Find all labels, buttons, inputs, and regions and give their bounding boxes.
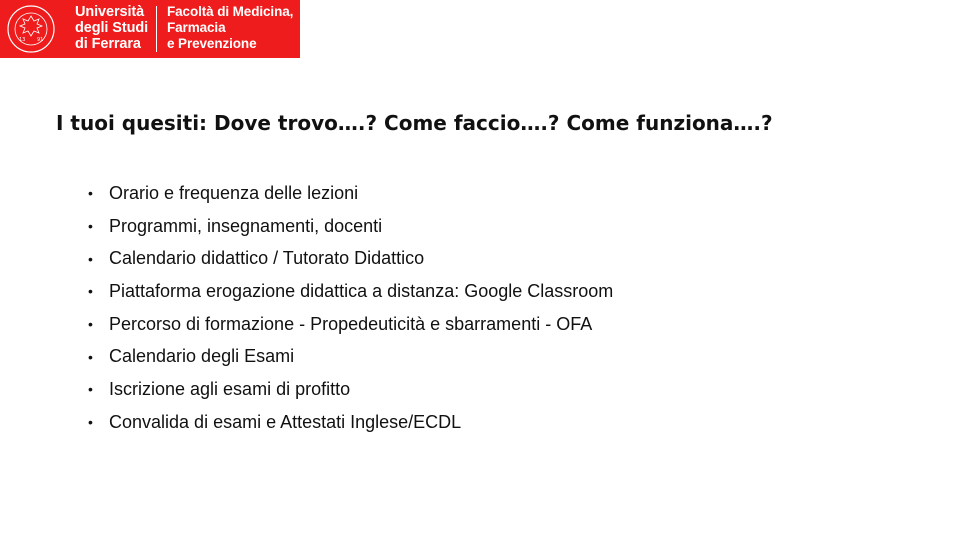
faculty-name-line-2: Farmacia bbox=[167, 20, 226, 35]
seal-year-right: 91 bbox=[37, 37, 44, 43]
faculty-name-line-3: e Prevenzione bbox=[167, 36, 257, 51]
list-item-text: Iscrizione agli esami di profitto bbox=[109, 378, 351, 399]
bullet-icon: • bbox=[88, 185, 93, 202]
university-name-line-3: di Ferrara bbox=[75, 36, 141, 52]
list-item bbox=[88, 177, 613, 210]
university-name-line-2: degli Studi bbox=[75, 20, 149, 36]
list-item-text: Calendario degli Esami bbox=[109, 346, 295, 367]
bullet-icon: • bbox=[88, 283, 93, 300]
list-item bbox=[88, 340, 613, 373]
list-item-text: Convalida di esami e Attestati Inglese/ECDL bbox=[109, 411, 462, 432]
bullet-icon: • bbox=[88, 250, 93, 267]
bullet-icon: • bbox=[88, 316, 93, 333]
list-item-text: Programmi, insegnamenti, docenti bbox=[109, 215, 383, 236]
seal-year-left: 13 bbox=[19, 37, 26, 43]
list-item bbox=[88, 406, 613, 439]
slide-title: I tuoi quesiti: Dove trovo….? Come faccio….? Come funziona….? bbox=[56, 111, 773, 135]
bullet-icon: • bbox=[88, 414, 93, 431]
list-item-text: Orario e frequenza delle lezioni bbox=[109, 182, 359, 203]
bullet-icon: • bbox=[88, 218, 93, 235]
bullet-icon: • bbox=[88, 381, 93, 398]
list-item bbox=[88, 275, 613, 308]
header-logo-band bbox=[0, 0, 300, 58]
list-item bbox=[88, 242, 613, 275]
list-item-text: Percorso di formazione - Propedeuticità e sbarramenti - OFA bbox=[109, 313, 593, 334]
logo-divider bbox=[156, 6, 157, 52]
list-item bbox=[88, 308, 613, 341]
list-item-text: Piattaforma erogazione didattica a distanza: Google Classroom bbox=[109, 280, 614, 301]
university-name bbox=[75, 4, 148, 52]
topic-list bbox=[88, 177, 613, 439]
university-name-line-1: Università bbox=[75, 4, 145, 20]
list-item bbox=[88, 373, 613, 406]
bullet-icon: • bbox=[88, 348, 93, 365]
list-item-text: Calendario didattico / Tutorato Didattico bbox=[109, 248, 425, 269]
university-seal-icon bbox=[6, 4, 56, 54]
faculty-name bbox=[167, 4, 293, 52]
faculty-name-line-1: Facoltà di Medicina, bbox=[167, 4, 294, 19]
list-item bbox=[88, 210, 613, 243]
